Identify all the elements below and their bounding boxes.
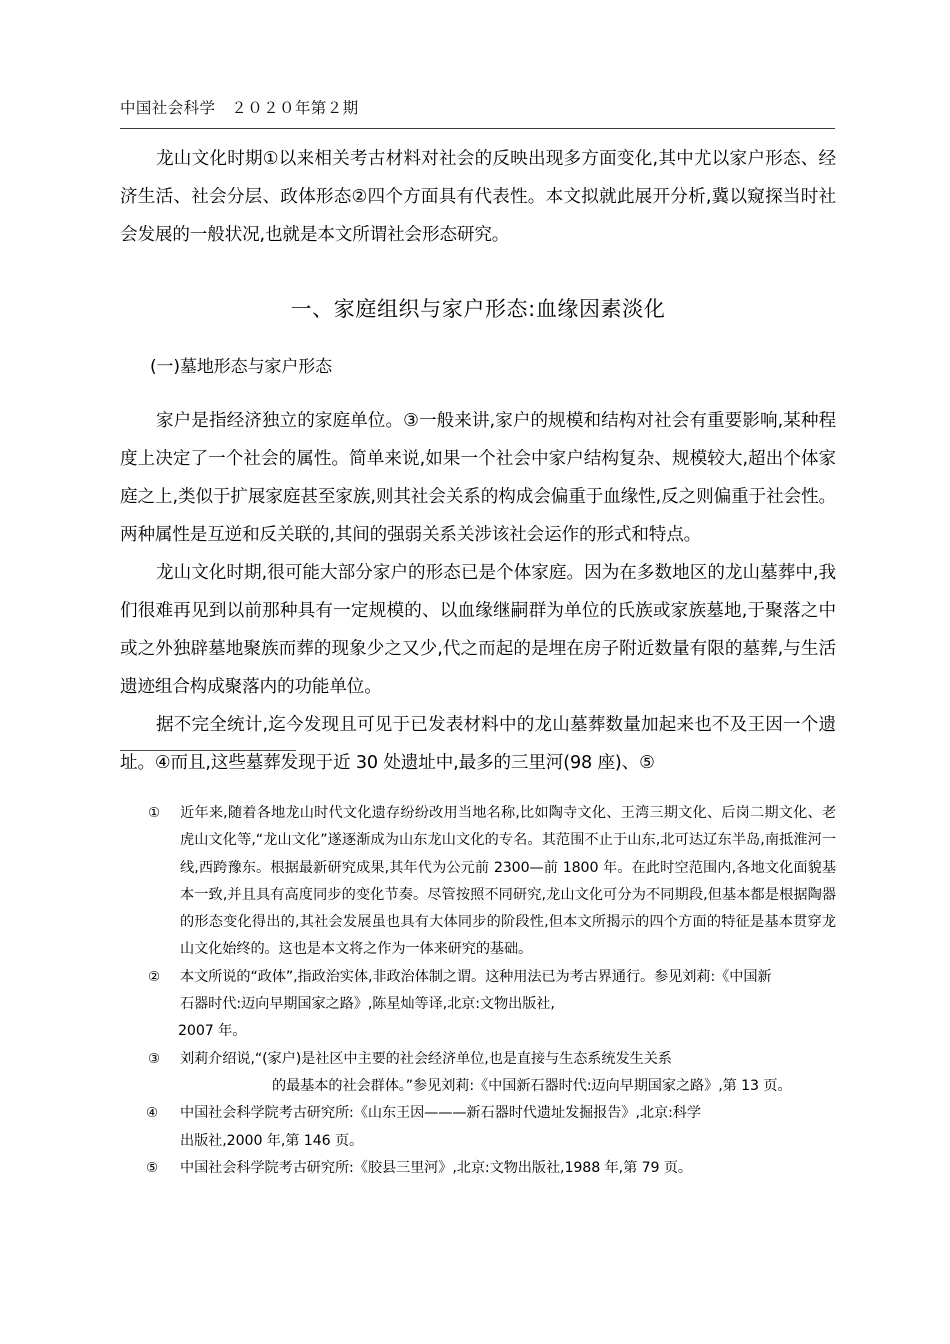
spacer-before-section (120, 254, 836, 290)
body-paragraph-1: 龙山文化时期①以来相关考古材料对社会的反映出现多方面变化,其中尤以家户形态、经济生活、社会分层、政体形态②四个方面具有代表性。本文拟就此展开分析,冀以窥探当时社会发展的一般状况,也就是本文所谓社会形态研究。 (120, 149, 836, 245)
subsection-heading: (一)墓地形态与家户形态 (150, 357, 333, 377)
footnote-text-5 (180, 1155, 836, 1182)
footnote-list (120, 800, 836, 1182)
footnote-marker-1: ① (148, 805, 161, 821)
footnote-line: 中国社会科学院考古研究所:《山东王因———新石器时代遗址发掘报告》,北京:科学 (180, 1105, 701, 1122)
footnote-text-2 (180, 964, 836, 1046)
page-header (120, 98, 835, 118)
footnote-marker-4: ④ (146, 1105, 159, 1122)
spacer-after-section (120, 328, 836, 350)
body-paragraph-3: 龙山文化时期,很可能大部分家户的形态已是个体家庭。因为在多数地区的龙山墓葬中,我们很难再见到以前那种具有一定规模的、以血缘继嗣群为单位的氏族或家族墓地,于聚落之中或之外独辟墓地聚族而葬的现象少之又少,代之而起的是埋在房子附近数量有限的墓葬,与生活遗迹组合构成聚落内的功能单位。 (120, 563, 836, 697)
spacer-after-subsection (120, 384, 836, 402)
footnote-line: 中国社会科学院考古研究所:《胶县三里河》,北京:文物出版社,1988 年,第 79 页。 (180, 1159, 693, 1176)
document-body (120, 140, 836, 782)
running-head-text: 中国社会科学 ２０２０年第２期 (120, 99, 359, 117)
footnote-line: 本文所说的“政体”,指政治实体,非政治体制之谓。这种用法已为考古界通行。参见刘莉:《中国新 (180, 968, 772, 985)
footnote-line: 出版社,2000 年,第 146 页。 (180, 1132, 364, 1149)
footnote-marker-2: ② (148, 968, 161, 985)
footnote-marker-3: ③ (148, 1050, 161, 1067)
footnote-item (120, 1155, 836, 1182)
footnote-line: 石器时代:迈向早期国家之路》,陈星灿等译,北京:文物出版社, (180, 996, 555, 1013)
footnote-item (120, 1046, 836, 1101)
footnote-line: 的最基本的社会群体。”参见刘莉:《中国新石器时代:迈向早期国家之路》,第 13 页。 (272, 1077, 792, 1094)
footnote-line: 2007 年。 (178, 1023, 247, 1040)
footnote-line: 刘莉介绍说,“(家户)是社区中主要的社会经济单位,也是直接与生态系统发生关系 (180, 1050, 672, 1067)
footnote-item (120, 800, 836, 964)
footnote-item (120, 1100, 836, 1155)
header-rule (120, 128, 835, 129)
section-heading: 一、家庭组织与家户形态:血缘因素淡化 (290, 297, 666, 321)
footnote-text-1: 近年来,随着各地龙山时代文化遗存纷纷改用当地名称,比如陶寺文化、王湾三期文化、后岗二期文化、老虎山文化等,“龙山文化”遂逐渐成为山东龙山文化的专名。其范围不止于山东,北可达辽东半岛,南抵淮河一线,西跨豫东。根据最新研究成果,其年代为公元前 2300—前 1800 年。在此时空范围内,各地文化面貌基本一致,并且具有高度同步的变化节奏。尽管按照不同研究,龙山文化可分为不同期段,但基本都是根据陶器的形态变化得出的,其社会发展虽也具有大体同步的阶段性,但本文所揭示的四个方面的特征是基本贯穿龙山文化始终的。这也是本文将之作为一体来研究的基础。 (180, 805, 836, 958)
footnote-separator-rule (120, 750, 296, 751)
footnote-item (120, 964, 836, 1046)
body-paragraph-4: 据不完全统计,迄今发现且可见于已发表材料中的龙山墓葬数量加起来也不及王因一个遗址。④而且,这些墓葬发现于近 30 处遗址中,最多的三里河(98 座)、⑤ (120, 715, 836, 773)
body-paragraph-2: 家户是指经济独立的家庭单位。③一般来讲,家户的规模和结构对社会有重要影响,某种程度上决定了一个社会的属性。简单来说,如果一个社会中家户结构复杂、规模较大,超出个体家庭之上,类似于扩展家庭甚至家族,则其社会关系的构成会偏重于血缘性,反之则偏重于社会性。两种属性是互逆和反关联的,其间的强弱关系关涉该社会运作的形式和特点。 (120, 411, 836, 545)
footnote-marker-5: ⑤ (146, 1159, 159, 1176)
footnote-text-3 (180, 1046, 836, 1101)
footnote-text-4 (180, 1100, 836, 1155)
